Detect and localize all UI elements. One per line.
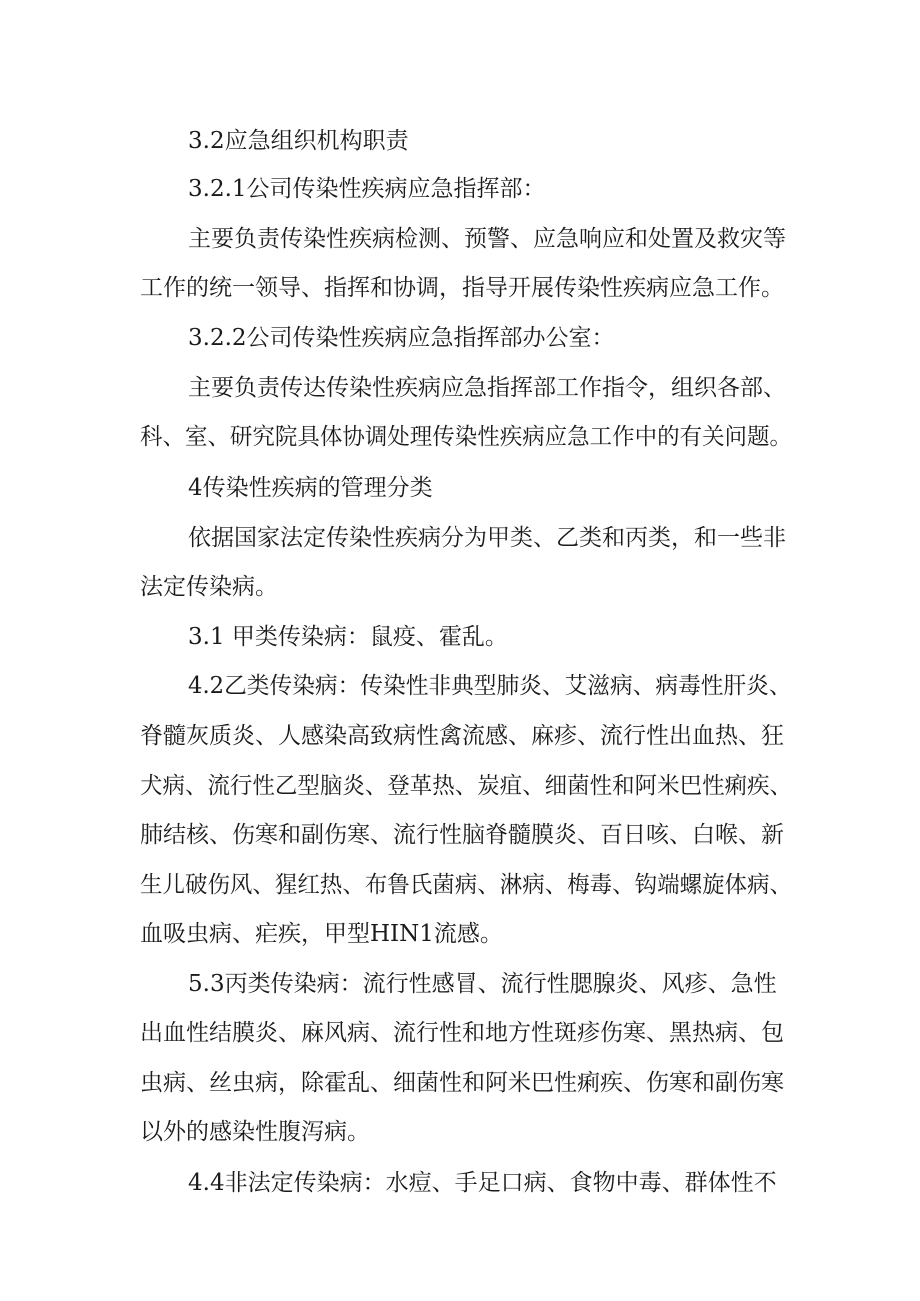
heading-3-2-2: 3.2.2公司传染性疾病应急指挥部办公室： bbox=[188, 325, 615, 351]
list-item-class-b: 4.2乙类传染病：传染性非典型肺炎、艾滋病、病毒性肝炎、 bbox=[188, 673, 792, 699]
list-item-non-statutory: 4.4非法定传染病：水痘、手足口病、食物中毒、群体性不 bbox=[188, 1170, 777, 1196]
paragraph-line: 主要负责传染性疾病检测、预警、应急响应和处置及救灾等 bbox=[188, 226, 786, 252]
paragraph-line: 科、室、研究院具体协调处理传染性疾病应急工作中的有关问题。 bbox=[140, 424, 792, 450]
paragraph-line: 依据国家法定传染性疾病分为甲类、乙类和丙类，和一些非 bbox=[188, 525, 786, 551]
list-item-class-a: 3.1 甲类传染病：鼠疫、霍乱。 bbox=[188, 624, 508, 650]
paragraph-line: 出血性结膜炎、麻风病、流行性和地方性斑疹伤寒、黑热病、包 bbox=[140, 1020, 784, 1046]
heading-3-2-1: 3.2.1公司传染性疾病应急指挥部： bbox=[188, 176, 546, 202]
paragraph-line: 生儿破伤风、猩红热、布鲁氏菌病、淋病、梅毒、钩端螺旋体病、 bbox=[140, 872, 792, 898]
paragraph-line: 肺结核、伤寒和副伤寒、流行性脑脊髓膜炎、百日咳、白喉、新 bbox=[140, 822, 784, 848]
paragraph-line: 脊髓灰质炎、人感染高致病性禽流感、麻疹、流行性出血热、狂 bbox=[140, 723, 784, 749]
paragraph-line: 虫病、丝虫病，除霍乱、细菌性和阿米巴性痢疾、伤寒和副伤寒 bbox=[140, 1070, 784, 1096]
list-item-class-c: 5.3丙类传染病：流行性感冒、流行性腮腺炎、风疹、急性 bbox=[188, 971, 777, 997]
paragraph-line: 血吸虫病、疟疾，甲型HIN1流感。 bbox=[140, 921, 503, 947]
paragraph-line: 犬病、流行性乙型脑炎、登革热、炭疽、细菌性和阿米巴性痢疾、 bbox=[140, 773, 792, 799]
paragraph-line: 主要负责传达传染性疾病应急指挥部工作指令，组织各部、 bbox=[188, 375, 786, 401]
paragraph-line: 以外的感染性腹泻病。 bbox=[140, 1119, 370, 1145]
paragraph-line: 法定传染病。 bbox=[140, 574, 278, 600]
paragraph-line: 工作的统一领导、指挥和协调，指导开展传染性疾病应急工作。 bbox=[140, 275, 784, 301]
heading-3-2: 3.2应急组织机构职责 bbox=[188, 128, 409, 154]
heading-4: 4传染性疾病的管理分类 bbox=[188, 475, 433, 501]
